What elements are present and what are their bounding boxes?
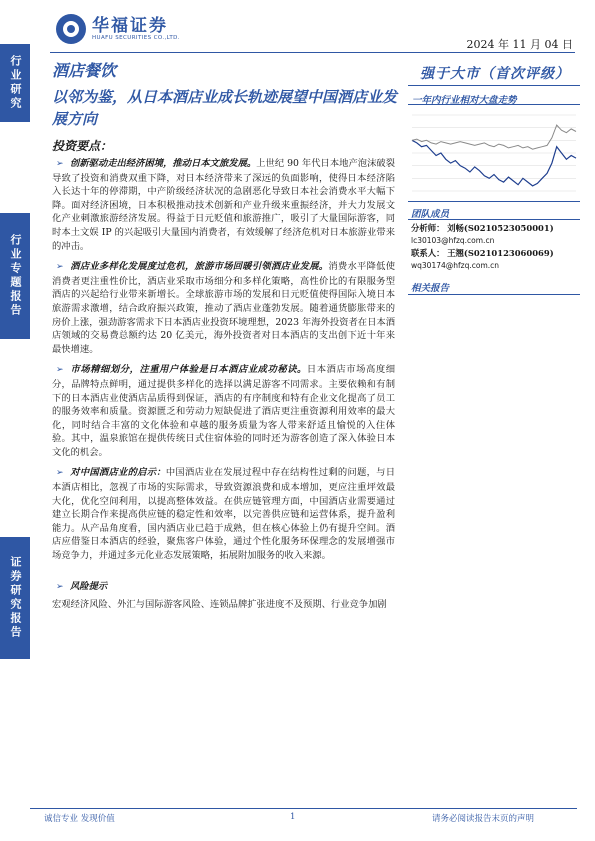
- analyst-role: 分析师：: [411, 223, 445, 233]
- company-logo: [56, 12, 180, 46]
- key-points-heading: 投资要点：: [52, 139, 113, 153]
- contact-role: 联系人：: [411, 248, 445, 258]
- key-point-lead: 酒店业多样化发展度过危机，旅游市场回暖引领酒店业发展。: [70, 261, 329, 273]
- chart-series-line: [412, 125, 576, 149]
- contact-email[interactable]: wq30174@hfzq.com.cn: [411, 261, 500, 270]
- risk-heading: [52, 580, 395, 595]
- logo-cn-text: 华福证券: [92, 16, 168, 36]
- report-date: 2024 年 11 月 04 日: [466, 38, 573, 51]
- sidebar-report-type: [0, 213, 30, 339]
- sidebar-top-label: 行业研究: [9, 55, 22, 111]
- key-point-body: 上世纪 90 年代日本地产泡沫破裂导致了投资和消费双重下降，对日本经济带来了深远的负面影响，使得日本经济陷入长达十年的停滞期，中产阶级经济状况的急剧恶化导致日本社会消费水平大幅下降。面对经济困境，日本积极推动技术创新和产业升级来重振经济，并大力发展文化产业刺激旅游经济发展。得益于日元贬值和旅游推广，吸引了大量国际游客，同时本土文娱 IP 的兴起吸引大量国内消费者，有效缓解了经济危机对日本旅游业带来的冲击。: [52, 158, 396, 252]
- key-point-lead: 对中国酒店业的启示：: [70, 467, 166, 479]
- analyst-name: 刘畅: [447, 223, 464, 233]
- chart-bottom-divider: [408, 201, 580, 202]
- team-heading: 团队成员: [411, 209, 450, 220]
- footer-disclaimer: 请务必阅读报告末页的声明: [432, 814, 535, 824]
- footer-slogan: 诚信专业 发现价值: [44, 814, 115, 824]
- key-point: [52, 363, 395, 459]
- arrow-bullet-icon: ➢: [56, 581, 64, 592]
- analyst-entry: [411, 223, 554, 234]
- key-points-body: [52, 157, 395, 612]
- key-point-lead: 市场精细划分，注重用户体验是日本酒店业成功秘诀。: [70, 364, 307, 376]
- contact-name: 王翘: [447, 248, 464, 258]
- report-title: 以邻为鉴，从日本酒店业成长轨迹展望中国酒店业发展方向: [52, 88, 398, 128]
- key-point: [52, 466, 395, 562]
- industry-name: 酒店餐饮: [52, 61, 117, 80]
- arrow-bullet-icon: ➢: [56, 468, 64, 479]
- chart-title: 一年内行业相对大盘走势: [412, 95, 517, 106]
- risk-text: 宏观经济风险、外汇与国际游客风险、连锁品牌扩张进度不及预期、行业竞争加剧: [52, 599, 387, 611]
- chart-title-divider: [408, 104, 580, 105]
- logo-mark-icon: [56, 14, 86, 44]
- related-reports-heading: 相关报告: [411, 283, 450, 294]
- arrow-bullet-icon: ➢: [56, 262, 64, 273]
- key-point-lead: 创新驱动走出经济困境，推动日本文旅发展。: [70, 158, 257, 169]
- key-point: [52, 157, 395, 253]
- sidebar-bottom-label: 证券研究报告: [9, 556, 22, 640]
- logo-en-text: HUAFU SECURITIES CO.,LTD.: [92, 35, 180, 41]
- team-divider: [408, 219, 580, 220]
- page-number: 1: [290, 812, 296, 822]
- contact-cert: (S0210123060069): [463, 248, 554, 258]
- footer-divider: [30, 808, 577, 809]
- relative-performance-chart: [408, 107, 580, 195]
- key-point-body: 中国酒店业在发展过程中存在结构性过剩的问题，与日本酒店相比，忽视了市场的实际需求，导致资源浪费和成本增加，更应注重坪效最大化，优化空间利用，以提高整体效益。在供应链管理方面，中国酒店业需要通过建立长期合作来提高供应链的稳定性和效率，以完善供应链和运营体系，提升盈利能力。从产品角度看，国内酒店业已趋于成熟，但在核心体验上仍有提升空间。酒店应借鉴日本酒店的经验，聚焦客户体验，通过个性化服务环保理念的发展增强市场竞争力，并通过多元化业态发展策略，拓展附加服务的收入来源。: [52, 467, 395, 562]
- sidebar-middle-label: 行业专题报告: [9, 234, 22, 318]
- arrow-bullet-icon: ➢: [56, 365, 64, 376]
- related-divider: [408, 294, 580, 295]
- sidebar-securities-research: [0, 537, 30, 659]
- contact-entry: [411, 248, 554, 259]
- key-point-body: 消费水平降低使消费者更注重性价比，酒店业采取市场细分和多样化策略，高性价比的有限服务型酒店的兴起给行业带来新增长。全球旅游市场的发展和日元贬值使得国际入境日本旅游需求激增，结合政府振兴政策，推动了酒店业蓬勃发展。随着通货膨胀带来的房价上涨，强劲游客需求下日本酒店业投资环境理想，2023 年海外投资者在日本酒店领域的交易费总额约达 20 亿美元，海外投资者对日本酒店的支出创下近十年来最快增速。: [52, 261, 395, 355]
- arrow-bullet-icon: ➢: [56, 159, 64, 169]
- risk-heading-text: 风险提示: [70, 580, 108, 592]
- analyst-cert: (S0210523050001): [463, 223, 554, 233]
- sidebar-industry-research: [0, 44, 30, 122]
- rating-divider: [408, 85, 580, 86]
- key-point-body: 日本酒店市场高度细分，品牌特点鲜明，通过提供多样化的选择以满足游客不同需求。主要依赖和有制下的日本酒店业使酒店品质得到保证，酒店的有序制度和特有企业文化提高了员工的服务效率和质量。资源匮乏和劳动力短缺促进了酒店更注重资源利用效率的最大化，同时结合丰富的文化体验和卓越的服务质量为客人带来舒适且愉悦的入住体验。其中，温泉旅馆在提供传统日式住宿体验的同时还为游客创造了深入体验日本文化的机会。: [52, 364, 395, 458]
- key-point: [52, 260, 395, 356]
- analyst-email[interactable]: lc30103@hfzq.com.cn: [411, 236, 495, 245]
- header-divider: [50, 52, 575, 53]
- rating: 强于大市（首次评级）: [420, 66, 570, 82]
